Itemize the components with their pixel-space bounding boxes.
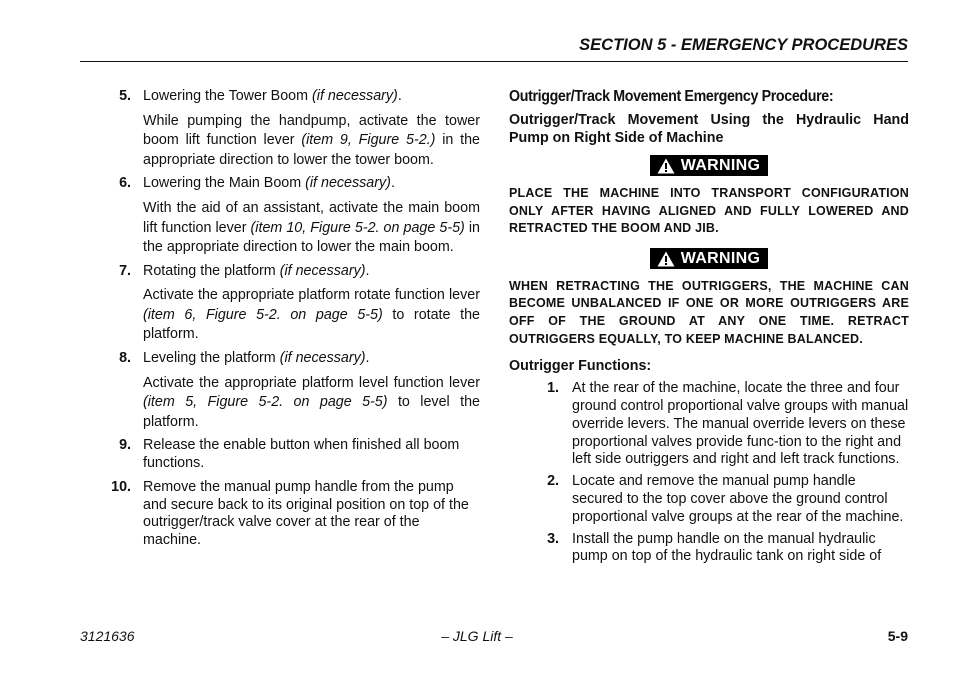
figure-reference: (item 6, Figure 5-2. on page 5-5) (143, 306, 383, 323)
list-item (104, 437, 480, 473)
step-number: 1. (547, 380, 559, 397)
body-text: to level the platform. (143, 394, 480, 430)
warning-label: WARNING (680, 249, 761, 267)
step-title-qualifier: (if necessary) (305, 175, 391, 192)
warning-text-2: WHEN RETRACTING THE OUTRIGGERS, THE MACHINE CAN BECOME UNBALANCED IF ONE OR MORE OUTRIGGERS ARE OFF OF THE GROUND AT ANY ONE TIME. RETRACT OUTRIGGERS EQUALLY, TO KEEP MACHINE BALANCED. (509, 278, 909, 346)
step-title-end: . (365, 262, 370, 279)
body-text: Activate the appropriate platform level function lever (143, 374, 480, 391)
step-title-text: Remove the manual pump handle from the pump and secure back to its original position on top of the outrigger/track valve cover at the rear of the machine. (143, 478, 469, 549)
right-column (509, 88, 909, 570)
body-text: in the appropriate direction to lower the tower boom. (143, 132, 481, 168)
step-title-end: . (365, 349, 370, 366)
step-title (143, 479, 480, 550)
list-item (104, 479, 480, 550)
step-title-text: Lowering the Main Boom (143, 175, 306, 192)
step-title (143, 88, 480, 106)
list-item (104, 88, 480, 106)
step-text: At the rear of the machine, locate the three and four ground control proportional valve groups with manual override levers. The manual override levers on these proportional valves provide func-tion to the right and left side outriggers and right and left track functions. (572, 380, 909, 468)
step-text: Install the pump handle on the manual hydraulic pump on top of the hydraulic tank on right side of (572, 530, 882, 565)
step-title-text: Leveling the platform (143, 349, 280, 366)
warning-label: WARNING (680, 157, 761, 174)
warning-triangle-icon (657, 158, 675, 174)
list-item (509, 531, 909, 567)
figure-reference: (item 10, Figure 5-2. on page 5-5) (250, 219, 465, 236)
list-item (104, 175, 480, 193)
left-column (104, 88, 480, 556)
footer-center: – JLG Lift – (441, 628, 513, 644)
section-title: SECTION 5 - EMERGENCY PROCEDURES (579, 36, 908, 54)
step-number: 6. (119, 175, 131, 192)
step-number: 5. (119, 88, 131, 104)
list-item (509, 473, 909, 526)
step-body (143, 112, 480, 171)
header-rule (80, 61, 908, 62)
figure-reference: (item 9, Figure 5-2.) (301, 132, 436, 149)
step-title-end: . (390, 175, 395, 192)
body-text: to rotate the platform. (143, 306, 480, 343)
warning-banner-1 (509, 155, 909, 179)
step-title-text: Lowering the Tower Boom (143, 88, 313, 104)
warning-banner-2 (509, 248, 909, 272)
step-title-qualifier: (if necessary) (279, 349, 366, 366)
step-number: 8. (119, 349, 131, 366)
list-item (509, 380, 909, 469)
body-text: With the aid of an assistant, activate the main boom lift function lever (143, 200, 480, 236)
step-body (143, 199, 480, 258)
body-text: Activate the appropriate platform rotate function lever (143, 287, 480, 304)
step-body (143, 374, 480, 433)
step-title (143, 437, 480, 473)
step-number: 2. (547, 473, 559, 490)
step-number: 3. (547, 530, 559, 547)
procedure-intro: Outrigger/Track Movement Using the Hydraulic Hand Pump on Right Side of Machine (509, 112, 909, 146)
step-number: 9. (119, 437, 131, 454)
warning-badge (650, 248, 768, 269)
warning-badge (650, 155, 768, 176)
step-title-text: Release the enable button when finished all boom functions. (143, 437, 460, 471)
doc-number: 3121636 (80, 628, 135, 644)
functions-heading: Outrigger Functions: (509, 358, 652, 375)
list-item (104, 263, 480, 281)
list-item (104, 350, 480, 368)
procedure-subheading: Outrigger/Track Movement Emergency Procedure: (509, 88, 834, 105)
step-text: Locate and remove the manual pump handle secured to the top cover above the ground control proportional valve groups at the rear of the machine. (572, 473, 904, 525)
page-number: 5-9 (887, 628, 908, 644)
step-title-qualifier: (if necessary) (312, 88, 398, 104)
step-number: 7. (119, 262, 131, 279)
step-body (143, 286, 480, 345)
step-title (143, 175, 480, 193)
step-number: 10. (111, 478, 131, 495)
warning-triangle-icon (657, 251, 675, 267)
step-title-qualifier: (if necessary) (279, 262, 366, 279)
warning-text-1: PLACE THE MACHINE INTO TRANSPORT CONFIGURATION ONLY AFTER HAVING ALIGNED AND FULLY LOWERED AND RETRACTED THE BOOM AND JIB. (509, 186, 909, 236)
body-text: While pumping the handpump, activate the tower boom lift function lever (143, 112, 480, 149)
figure-reference: (item 5, Figure 5-2. on page 5-5) (143, 394, 388, 411)
step-title-text: Rotating the platform (143, 262, 280, 279)
step-title (143, 263, 480, 281)
step-title-end: . (397, 88, 402, 104)
step-title (143, 350, 480, 368)
body-text: in the appropriate direction to lower the main boom. (143, 219, 480, 256)
